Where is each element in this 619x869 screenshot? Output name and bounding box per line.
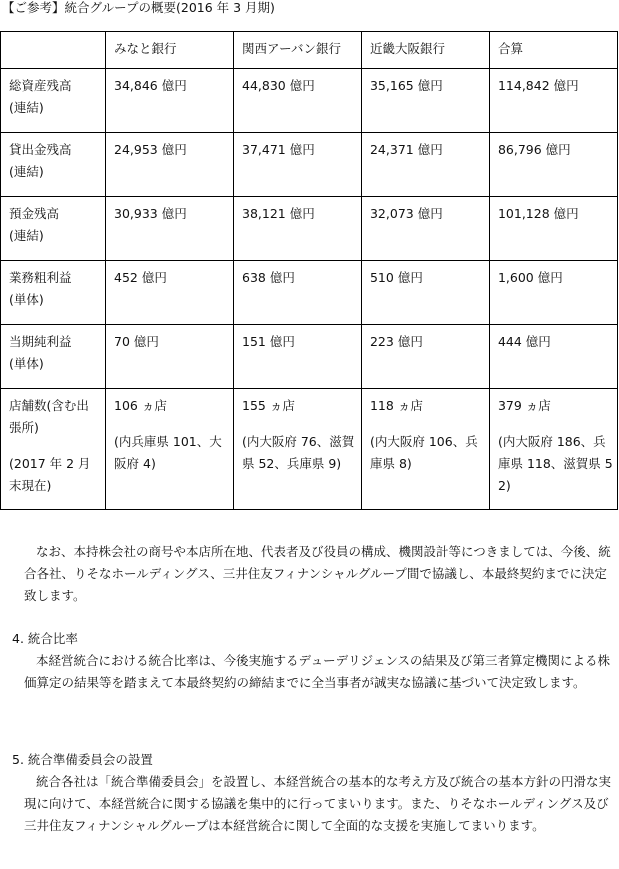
table-cell: 114,842 億円 [489, 69, 617, 133]
row-label: 当期純利益 (単体) [1, 325, 106, 389]
table-cell: 35,165 億円 [361, 69, 489, 133]
table-cell: 379 ヵ店 (内大阪府 186、兵庫県 118、滋賀県 52) [489, 389, 617, 510]
reference-heading: 【ご参考】統合グループの概要(2016 年 3 月期) [2, 0, 275, 15]
table-cell: 24,371 億円 [361, 133, 489, 197]
table-cell: 30,933 億円 [106, 197, 234, 261]
row-label: 店舗数(含む出張所) (2017 年 2 月末現在) [1, 389, 106, 510]
table-cell: 37,471 億円 [234, 133, 362, 197]
row-label: 業務粗利益 (単体) [1, 261, 106, 325]
row-label: 総資産残高 (連結) [1, 69, 106, 133]
table-row [1, 133, 618, 197]
section-title-preparation-committee: 5. 統合準備委員会の設置 [12, 752, 153, 767]
table-cell: 155 ヵ店 (内大阪府 76、滋賀県 52、兵庫県 9) [234, 389, 362, 510]
table-cell: 32,073 億円 [361, 197, 489, 261]
group-summary-table [0, 31, 618, 510]
table-cell: 38,121 億円 [234, 197, 362, 261]
table-cell: 70 億円 [106, 325, 234, 389]
table-cell: 151 億円 [234, 325, 362, 389]
row-label: 預金残高 (連結) [1, 197, 106, 261]
header-cell-total: 合算 [489, 32, 617, 69]
table-row [1, 197, 618, 261]
table-row [1, 389, 618, 510]
table-cell: 44,830 億円 [234, 69, 362, 133]
table-row [1, 69, 618, 133]
header-cell-kinki-osaka: 近畿大阪銀行 [361, 32, 489, 69]
header-cell-empty [1, 32, 106, 69]
table-cell: 1,600 億円 [489, 261, 617, 325]
table-cell: 444 億円 [489, 325, 617, 389]
table-row [1, 325, 618, 389]
table-cell: 106 ヵ店 (内兵庫県 101、大阪府 4) [106, 389, 234, 510]
header-cell-minato: みなと銀行 [106, 32, 234, 69]
table-cell: 86,796 億円 [489, 133, 617, 197]
section-body-preparation-committee: 統合各社は「統合準備委員会」を設置し、本経営統合の基本的な考え方及び統合の基本方針の円滑な実現に向けて、本経営統合に関する協議を集中的に行ってまいります。また、りそなホールディングス及び三井住友フィナンシャルグループは本経営統合に関して全面的な支援を実施してまいります。 [24, 774, 612, 833]
row-label: 貸出金残高 (連結) [1, 133, 106, 197]
table-cell: 638 億円 [234, 261, 362, 325]
table-cell: 510 億円 [361, 261, 489, 325]
table-cell: 452 億円 [106, 261, 234, 325]
table-cell: 101,128 億円 [489, 197, 617, 261]
table-cell: 34,846 億円 [106, 69, 234, 133]
section-body-integration-ratio: 本経営統合における統合比率は、今後実施するデューデリジェンスの結果及び第三者算定機関による株価算定の結果等を踏まえて本最終契約の締結までに全当事者が誠実な協議に基づいて決定致します。 [24, 653, 611, 690]
table-cell: 24,953 億円 [106, 133, 234, 197]
table-cell: 118 ヵ店 (内大阪府 106、兵庫県 8) [361, 389, 489, 510]
table-cell: 223 億円 [361, 325, 489, 389]
header-cell-kansai-urban: 関西アーバン銀行 [234, 32, 362, 69]
section-title-integration-ratio: 4. 統合比率 [12, 631, 78, 646]
table-row [1, 261, 618, 325]
note-paragraph: なお、本持株会社の商号や本店所在地、代表者及び役員の構成、機関設計等につきましては、今後、統合各社、りそなホールディングス、三井住友フィナンシャルグループ間で協議し、本最終契約までに決定致します。 [24, 544, 611, 603]
table-header-row [1, 32, 618, 69]
